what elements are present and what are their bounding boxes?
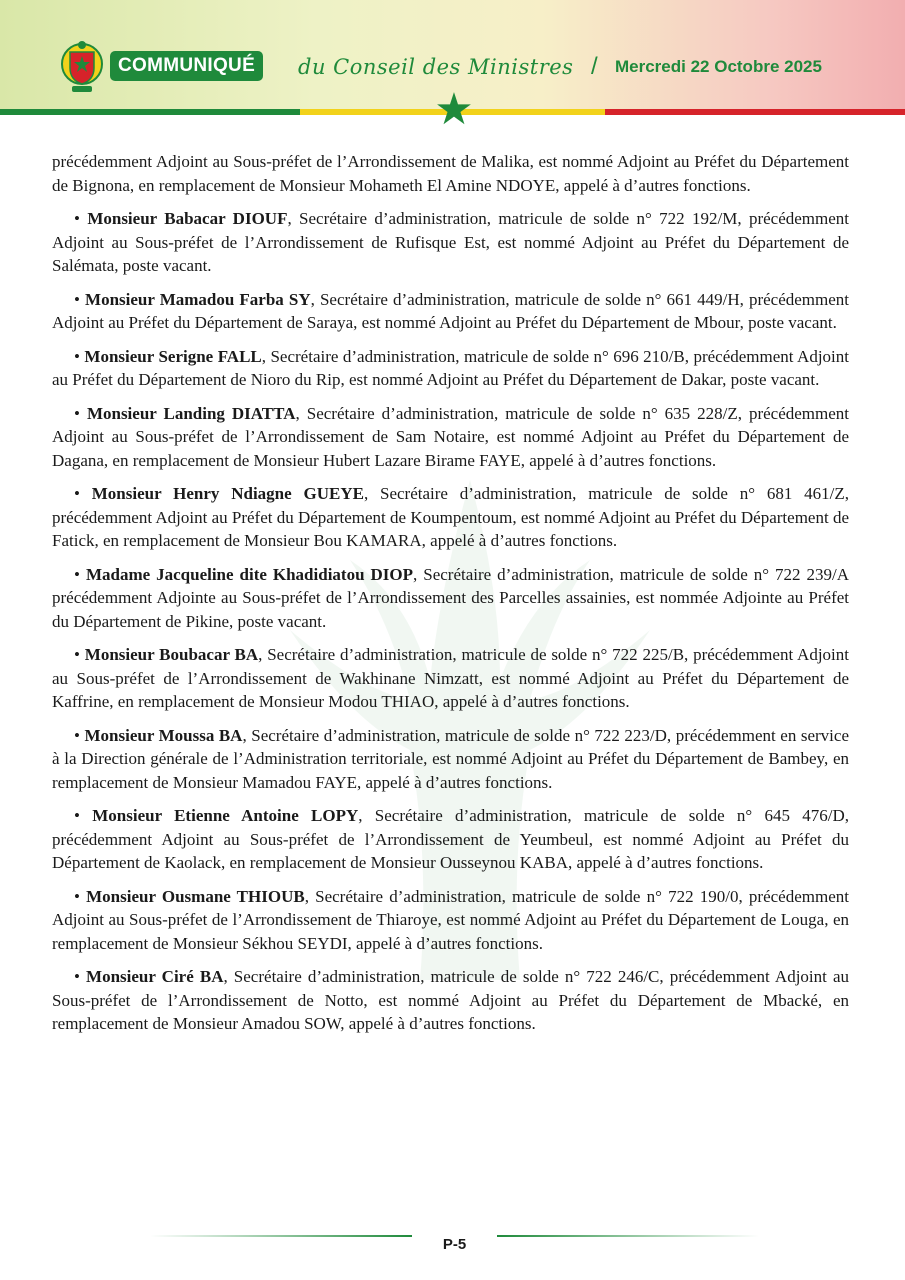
appointee-name: Monsieur Landing DIATTA bbox=[86, 403, 296, 423]
appointment-text: , Secrétaire d’administration, matricule de solde n° 722 223/D, précédemment en service à la Direction générale de l’Administration territoriale, est nommé Adjoint au Préfet du Département de Bambey, en remplacement de Monsieur Mamadou FAYE, appelé à d’autres fonctions. bbox=[52, 725, 849, 792]
appointment-text: , Secrétaire d’administration, matricule de solde n° 722 246/C, précédemment Adjoint au Sous-préfet de l’Arrondissement de Notto, est nommé Adjoint au Préfet du Département de Mbacké, en remplacement de Monsieur Amadou SOW, appelé à d’autres fonctions. bbox=[52, 967, 849, 1033]
appointment-text: , Secrétaire d’administration, matricule de solde n° 681 461/Z, précédemment Adjoint au Préfet du Département de Koumpentoum, est nommé Adjoint au Préfet du Département de Fatick, en remplacement de Monsieur Bou KAMARA, appelé à d’autres fonctions. bbox=[52, 484, 850, 550]
appointee-name: Monsieur Serigne FALL bbox=[84, 346, 262, 366]
communique-badge: COMMUNIQUÉ bbox=[110, 51, 263, 81]
footer-rule-left bbox=[150, 1235, 412, 1237]
header-subtitle: du Conseil des Ministres bbox=[298, 55, 574, 79]
bullet-icon: • bbox=[74, 346, 80, 366]
appointment-text: , Secrétaire d’administration, matricule de solde n° 661 449/H, précédemment Adjoint au Préfet du Département de Saraya, est nommé Adjoint au Préfet du Département de Mbour, poste vacant. bbox=[52, 289, 850, 332]
coat-of-arms-icon bbox=[60, 38, 104, 96]
bullet-icon: • bbox=[74, 806, 80, 825]
flag-stripe-green bbox=[0, 109, 300, 115]
bullet-icon: • bbox=[74, 645, 80, 664]
appointment-item bbox=[52, 804, 849, 875]
appointee-name: Monsieur Mamadou Farba SY bbox=[85, 289, 311, 309]
appointee-name: Monsieur Babacar DIOUF bbox=[87, 209, 288, 228]
appointment-item bbox=[52, 965, 849, 1036]
flag-stripe-red bbox=[605, 109, 905, 115]
page-number: P-5 bbox=[442, 1236, 467, 1253]
footer-rule-right bbox=[497, 1235, 759, 1237]
appointment-item bbox=[52, 885, 849, 956]
bullet-icon: • bbox=[74, 484, 80, 503]
bullet-icon: • bbox=[74, 725, 80, 745]
appointment-item bbox=[52, 643, 849, 714]
appointment-text: , Secrétaire d’administration, matricule de solde n° 722 190/0, précédemment Adjoint au Sous-préfet de l’Arrondissement de Thiaroye, est nommé Adjoint au Préfet du Département de Louga, en remplacement de Monsieur Sékhou SEYDI, appelé à d’autres fonctions. bbox=[52, 886, 849, 953]
appointment-text: , Secrétaire d’administration, matricule de solde n° 635 228/Z, précédemment Adjoint au Sous-préfet de l’Arrondissement de Sam Notaire, est nommé Adjoint au Préfet du Département de Dagana, en remplacement de Monsieur Hubert Lazare Birame FAYE, appelé à d’autres fonctions. bbox=[52, 403, 850, 470]
appointee-name: Monsieur Ciré BA bbox=[86, 967, 224, 986]
star-icon: ★ bbox=[434, 84, 474, 135]
appointee-name: Monsieur Ousmane THIOUB bbox=[86, 886, 305, 906]
appointment-item bbox=[52, 288, 849, 335]
appointment-item bbox=[52, 563, 849, 634]
intro-paragraph: précédemment Adjoint au Sous-préfet de l’Arrondissement de Malika, est nommé Adjoint au Préfet du Département de Bignona, en remplacement de Monsieur Mohameth El Amine NDOYE, appelé à d’autres fonctions. bbox=[52, 152, 849, 195]
appointment-text: , Secrétaire d’administration, matricule de solde n° 722 192/M, précédemment Adjoint au Sous-préfet de l’Arrondissement de Rufisque Est, est nommé Adjoint au Préfet du Département de Salémata, poste vacant. bbox=[52, 209, 849, 275]
appointment-item bbox=[52, 207, 849, 278]
appointment-item bbox=[52, 482, 849, 553]
appointment-text: , Secrétaire d’administration, matricule de solde n° 722 225/B, précédemment Adjoint au Sous-préfet de l’Arrondissement de Wakhinane Nimzatt, est nommé Adjoint au Préfet du Département de Kaffrine, en remplacement de Monsieur Modou THIAO, appelé à d’autres fonctions. bbox=[52, 645, 849, 711]
bullet-icon: • bbox=[74, 967, 80, 986]
header-separator: / bbox=[591, 53, 598, 80]
appointment-text: , Secrétaire d’administration, matricule de solde n° 645 476/D, précédemment Adjoint au Sous-préfet de l’Arrondissement de Yeumbeul, est nommé Adjoint au Préfet du Département de Kaolack, en remplacement de Monsieur Ousseynou KABA, appelé à d’autres fonctions. bbox=[52, 806, 849, 872]
appointee-name: Monsieur Moussa BA bbox=[84, 725, 243, 745]
appointments-list bbox=[52, 207, 849, 1036]
bullet-icon: • bbox=[74, 209, 80, 228]
appointment-item bbox=[52, 724, 849, 795]
header-date: Mercredi 22 Octobre 2025 bbox=[615, 57, 822, 76]
bullet-icon: • bbox=[74, 886, 80, 906]
appointee-name: Monsieur Boubacar BA bbox=[84, 645, 259, 664]
appointment-text: , Secrétaire d’administration, matricule de solde n° 696 210/B, précédemment Adjoint au Préfet du Département de Nioro du Rip, est nommé Adjoint au Préfet du Département de Dakar, poste vacant. bbox=[52, 346, 849, 389]
appointment-text: , Secrétaire d’administration, matricule de solde n° 722 239/A précédemment Adjointe au Sous-préfet de l’Arrondissement des Parcelles assainies, est nommée Adjointe au Préfet du Département de Pikine, poste vacant. bbox=[52, 564, 850, 631]
appointee-name: Monsieur Henry Ndiagne GUEYE bbox=[91, 484, 364, 503]
appointee-name: Monsieur Etienne Antoine LOPY bbox=[92, 806, 359, 825]
bullet-icon: • bbox=[74, 403, 80, 423]
document-body bbox=[52, 150, 849, 1046]
appointment-item bbox=[52, 345, 849, 392]
appointee-name: Madame Jacqueline dite Khadidiatou DIOP bbox=[85, 564, 414, 584]
appointment-item bbox=[52, 402, 849, 473]
bullet-icon: • bbox=[74, 564, 80, 584]
bullet-icon: • bbox=[74, 289, 80, 309]
